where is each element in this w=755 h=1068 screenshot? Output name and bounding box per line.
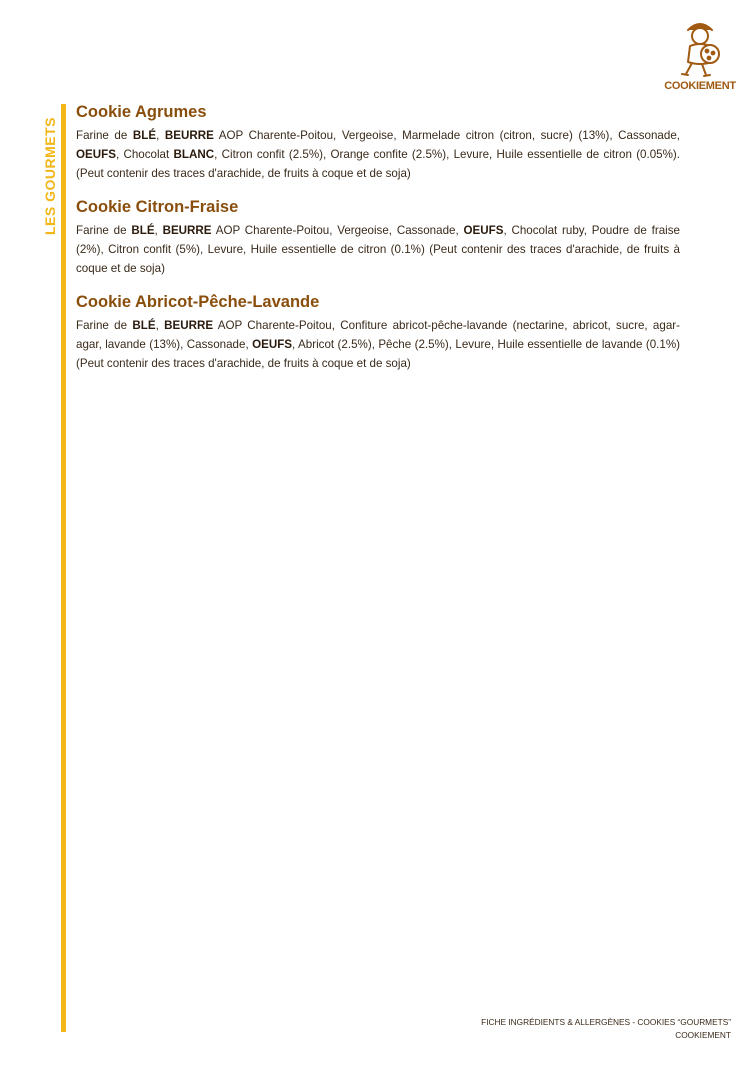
ingredient-text: , bbox=[155, 319, 165, 332]
allergen-text: BEURRE bbox=[164, 319, 214, 332]
page-footer bbox=[481, 1016, 731, 1042]
allergen-text: BEURRE bbox=[162, 224, 212, 237]
ingredient-text: , bbox=[154, 224, 163, 237]
ingredient-text: Farine de bbox=[76, 129, 133, 142]
allergen-text: BLÉ bbox=[132, 129, 157, 142]
product-item bbox=[76, 197, 680, 278]
ingredient-text: AOP Charente-Poitou, Vergeoise, Marmelade citron (citron, sucre) (13%), Cassonade, bbox=[213, 129, 680, 142]
brand-name: COOKIEMENT bbox=[664, 80, 736, 92]
product-item bbox=[76, 292, 680, 373]
product-item bbox=[76, 102, 680, 183]
product-ingredients bbox=[76, 221, 680, 278]
allergen-text: OEUFS bbox=[252, 338, 293, 351]
ingredient-text: , Abricot (2.5%), Pêche (2.5%), Levure, Huile essentielle de lavande (0.1%) (Peut contenir des traces d'arachide, de fruits à coque et de soja) bbox=[76, 338, 681, 370]
product-title: Cookie Citron-Fraise bbox=[76, 198, 239, 216]
product-list bbox=[76, 102, 680, 387]
product-title: Cookie Abricot-Pêche-Lavande bbox=[76, 293, 320, 311]
brand-logo bbox=[660, 18, 740, 104]
ingredient-text: , Chocolat ruby, Poudre de fraise (2%), Citron confit (5%), Levure, Huile essentielle de citron (0.1%) (Peut contenir des traces d'arachide, de fruits à coque et de soja) bbox=[76, 224, 680, 275]
ingredient-text: AOP Charente-Poitou, Vergeoise, Cassonade, bbox=[211, 224, 464, 237]
ingredient-text: Farine de bbox=[76, 319, 133, 332]
cookie-boy-icon bbox=[672, 18, 728, 80]
product-title: Cookie Agrumes bbox=[76, 103, 207, 121]
accent-side-bar bbox=[61, 104, 66, 1032]
allergen-text: BLÉ bbox=[132, 319, 156, 332]
ingredient-text: , Chocolat bbox=[115, 148, 174, 161]
allergen-text: OEUFS bbox=[76, 148, 116, 161]
footer-brand: COOKIEMENT bbox=[675, 1030, 731, 1040]
product-ingredients bbox=[76, 316, 680, 373]
footer-document-title: FICHE INGRÉDIENTS & ALLERGÈNES - COOKIES “GOURMETS” bbox=[481, 1017, 731, 1027]
allergen-text: BLANC bbox=[173, 148, 215, 161]
product-ingredients bbox=[76, 126, 680, 183]
section-label: LES GOURMETS bbox=[42, 116, 58, 236]
ingredient-text: , Citron confit (2.5%), Orange confite (2.5%), Levure, Huile essentielle de citron (0.05%). (Peut contenir des traces d'arachide, de fruits à coque et de soja) bbox=[76, 148, 681, 180]
allergen-text: BLÉ bbox=[131, 224, 155, 237]
allergen-text: OEUFS bbox=[463, 224, 504, 237]
ingredient-text: Farine de bbox=[76, 224, 132, 237]
ingredient-text: , bbox=[156, 129, 165, 142]
ingredient-text: AOP Charente-Poitou, Confiture abricot-pêche-lavande (nectarine, abricot, sucre, agar-agar, lavande (13%), Cassonade, bbox=[76, 319, 680, 351]
allergen-text: BEURRE bbox=[164, 129, 214, 142]
